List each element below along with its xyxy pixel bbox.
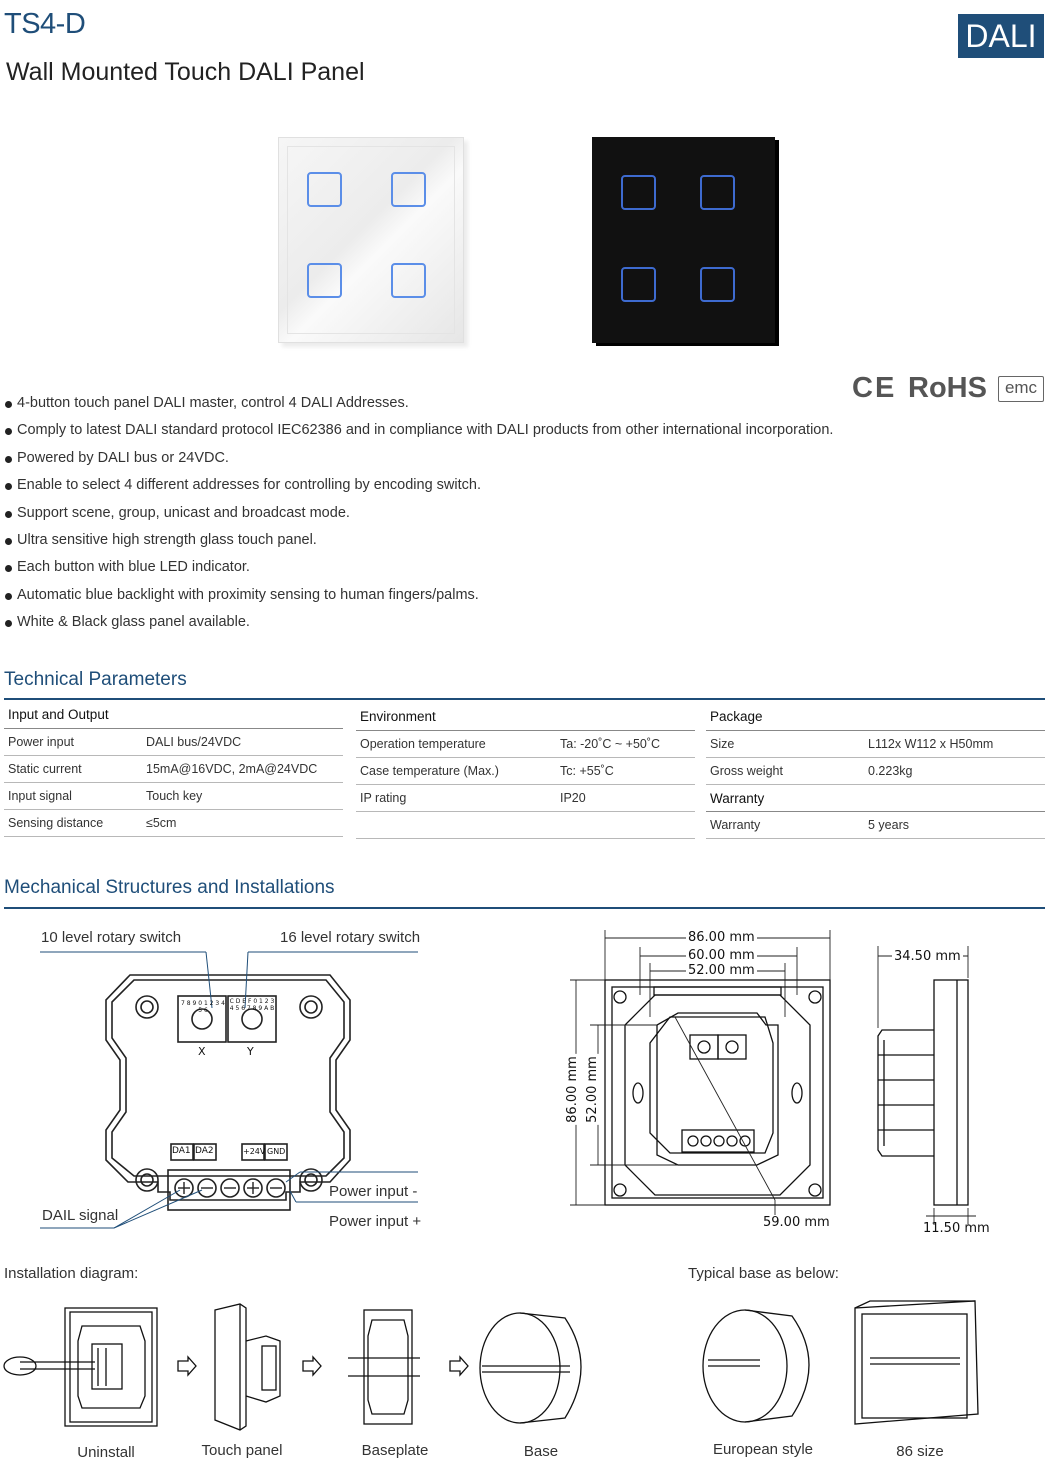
step-caption: Uninstall xyxy=(77,1444,135,1461)
table-row xyxy=(356,785,695,812)
24v-terminal-label: +24V xyxy=(243,1147,266,1156)
dim-60-horizontal: 60.00 mm xyxy=(688,948,755,963)
y-switch-label: Y xyxy=(247,1045,254,1058)
table-row xyxy=(4,756,343,783)
touch-key-icon xyxy=(391,263,426,298)
feature-item: 4-button touch panel DALI master, control 4 DALI Addresses. xyxy=(4,390,834,417)
row-label: Operation temperature xyxy=(360,737,486,751)
row-value: 0.223kg xyxy=(868,764,913,778)
row-label: Gross weight xyxy=(710,764,783,778)
step-caption: European style xyxy=(712,1441,814,1458)
x-switch-label: X xyxy=(198,1045,206,1058)
side-dimension-drawing xyxy=(868,940,978,1230)
table-row xyxy=(356,731,695,758)
rohs-mark: RoHS xyxy=(908,372,987,404)
dim-59: 59.00 mm xyxy=(763,1215,830,1230)
row-value: Ta: -20˚C ~ +50˚C xyxy=(560,737,661,751)
rotary-16-label: 16 level rotary switch xyxy=(280,929,421,946)
row-label: Warranty xyxy=(710,818,761,832)
gnd-terminal-label: GND xyxy=(267,1147,286,1156)
section-divider xyxy=(4,698,1045,700)
step-caption: Base xyxy=(523,1443,559,1460)
table-row xyxy=(706,731,1045,758)
row-value: ≤5cm xyxy=(146,816,177,830)
power-minus-label: Power input - xyxy=(329,1183,418,1200)
power-plus-label: Power input + xyxy=(329,1213,422,1230)
environment-table-header: Environment xyxy=(356,703,695,731)
product-subtitle: Wall Mounted Touch DALI Panel xyxy=(6,58,365,86)
row-label: Input signal xyxy=(8,789,72,803)
package-table xyxy=(706,703,1045,839)
dial-y-digits: C D E F 0 1 2 3 4 5 6 7 8 9 A B xyxy=(229,998,275,1012)
feature-item: Ultra sensitive high strength glass touch panel. xyxy=(4,527,834,554)
touch-key-icon xyxy=(307,263,342,298)
feature-item: Comply to latest DALI standard protocol IEC62386 and in compliance with DALI products from other international incorporation. xyxy=(4,417,834,444)
feature-item: Enable to select 4 different addresses for controlling by encoding switch. xyxy=(4,472,834,499)
touch-key-icon xyxy=(700,175,735,210)
installation-steps xyxy=(0,1296,1050,1441)
step-caption: Baseplate xyxy=(361,1442,429,1459)
row-value: Tc: +55˚C xyxy=(560,764,614,778)
da2-terminal-label: DA2 xyxy=(195,1146,214,1156)
row-value: Touch key xyxy=(146,789,203,803)
dali-badge: DALI xyxy=(958,14,1044,58)
black-panel-image xyxy=(592,137,775,343)
touch-key-icon xyxy=(307,172,342,207)
row-label: Power input xyxy=(8,735,75,749)
warranty-table-header: Warranty xyxy=(706,785,1045,812)
row-value: DALI bus/24VDC xyxy=(146,735,242,749)
white-panel-image xyxy=(278,137,464,343)
io-table xyxy=(4,701,343,837)
row-label: IP rating xyxy=(360,791,407,805)
environment-table xyxy=(356,703,695,839)
table-row xyxy=(356,758,695,785)
table-row xyxy=(4,810,343,837)
dial-x-digits: 7 8 9 0 1 2 3 4 5 6 xyxy=(181,1000,225,1014)
feature-list xyxy=(4,390,834,637)
da1-terminal-label: DA1 xyxy=(172,1146,191,1156)
tech-section-title: Technical Parameters xyxy=(4,669,187,690)
feature-item: Each button with blue LED indicator. xyxy=(4,554,834,581)
step-caption: 86 size xyxy=(896,1443,944,1460)
dim-11-50: 11.50 mm xyxy=(923,1221,990,1236)
dim-34-50: 34.50 mm xyxy=(894,949,961,964)
row-value: 15mA@16VDC, 2mA@24VDC xyxy=(146,762,318,776)
installation-diagram-label: Installation diagram: xyxy=(4,1265,139,1282)
io-table-header: Input and Output xyxy=(4,701,343,729)
feature-item: Automatic blue backlight with proximity sensing to human fingers/palms. xyxy=(4,582,834,609)
table-row xyxy=(706,812,1045,839)
row-value: L112x W112 x H50mm xyxy=(868,737,994,751)
package-table-header: Package xyxy=(706,703,1045,731)
row-label: Static current xyxy=(8,762,82,776)
row-label: Case temperature (Max.) xyxy=(360,764,499,778)
feature-item: Support scene, group, unicast and broadcast mode. xyxy=(4,500,834,527)
emc-mark: emc xyxy=(998,376,1044,402)
touch-key-icon xyxy=(621,267,656,302)
step-caption: Touch panel xyxy=(201,1442,283,1459)
feature-item: Powered by DALI bus or 24VDC. xyxy=(4,445,834,472)
dim-86-vertical: 86.00 mm xyxy=(564,1056,580,1123)
touch-key-icon xyxy=(700,267,735,302)
touch-key-icon xyxy=(391,172,426,207)
row-label: Size xyxy=(710,737,735,751)
dali-signal-label: DAIL signal xyxy=(42,1207,119,1224)
row-value: IP20 xyxy=(560,791,586,805)
rotary-10-label: 10 level rotary switch xyxy=(41,929,182,946)
typical-base-label: Typical base as below: xyxy=(688,1265,839,1282)
table-row xyxy=(4,783,343,810)
row-label: Sensing distance xyxy=(8,816,104,830)
section-divider xyxy=(4,907,1045,909)
table-row xyxy=(356,812,695,839)
ce-mark: CE xyxy=(852,372,897,404)
table-row xyxy=(4,729,343,756)
dim-52-horizontal: 52.00 mm xyxy=(688,963,755,978)
mech-section-title: Mechanical Structures and Installations xyxy=(4,877,335,898)
touch-key-icon xyxy=(621,175,656,210)
feature-item: White & Black glass panel available. xyxy=(4,609,834,636)
row-value: 5 years xyxy=(868,818,909,832)
product-model: TS4-D xyxy=(4,8,86,40)
dim-52-vertical: 52.00 mm xyxy=(584,1056,600,1123)
dim-86-horizontal: 86.00 mm xyxy=(688,930,755,945)
table-row xyxy=(706,758,1045,785)
